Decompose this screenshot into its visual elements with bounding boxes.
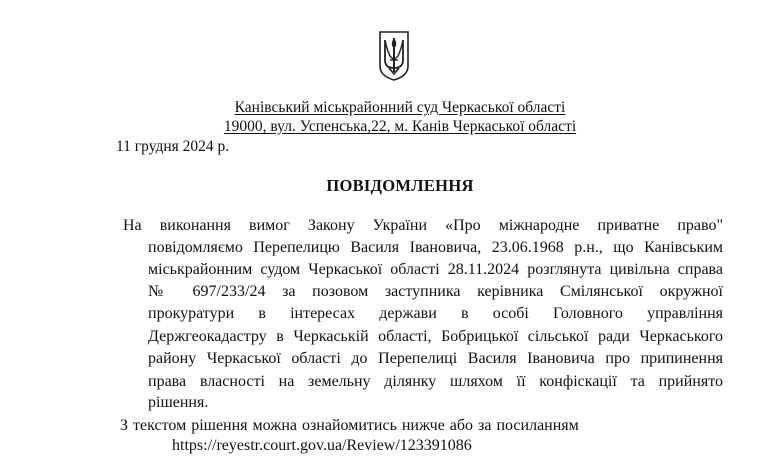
notice-title: ПОВІДОМЛЕННЯ bbox=[326, 176, 474, 195]
link-intro: З текстом рішення можна ознайомитись нижче або за посиланням bbox=[120, 417, 579, 434]
body-line: права власності на земельну ділянку шляхом її конфіскації та прийнято bbox=[148, 373, 723, 390]
court-address: 19000, вул. Успенська,22, м. Канів Черкаської області bbox=[223, 118, 577, 135]
document-date: 11 грудня 2024 р. bbox=[116, 138, 230, 155]
body-line: прокуратури в інтересах держави в особі Головного управління bbox=[148, 305, 723, 322]
ukraine-coat-of-arms-icon bbox=[378, 30, 410, 82]
body-line: міськрайонним судом Черкаської області 28.11.2024 розглянута цивільна справа bbox=[148, 261, 723, 278]
decision-link[interactable]: https://reyestr.court.gov.ua/Review/123391086 bbox=[172, 437, 472, 454]
court-name: Канівський міськрайонний суд Черкаської області bbox=[234, 99, 566, 116]
body-line: району Черкаської області до Перепелиці Василя Івановича про припинення bbox=[148, 350, 723, 367]
body-line: рішення. bbox=[148, 394, 209, 411]
body-line: № 697/233/24 за позовом заступника керівника Смілянської окружної bbox=[148, 283, 723, 300]
body-line: повідомляємо Перепелицю Василя Івановича, 23.06.1968 р.н., що Канівським bbox=[148, 239, 723, 256]
body-line: На виконання вимог Закону України «Про міжнародне приватне право" bbox=[123, 217, 723, 234]
body-line: Держгеокадастру в Черкаській області, Бобрицької сільської ради Черкаського bbox=[148, 328, 723, 345]
